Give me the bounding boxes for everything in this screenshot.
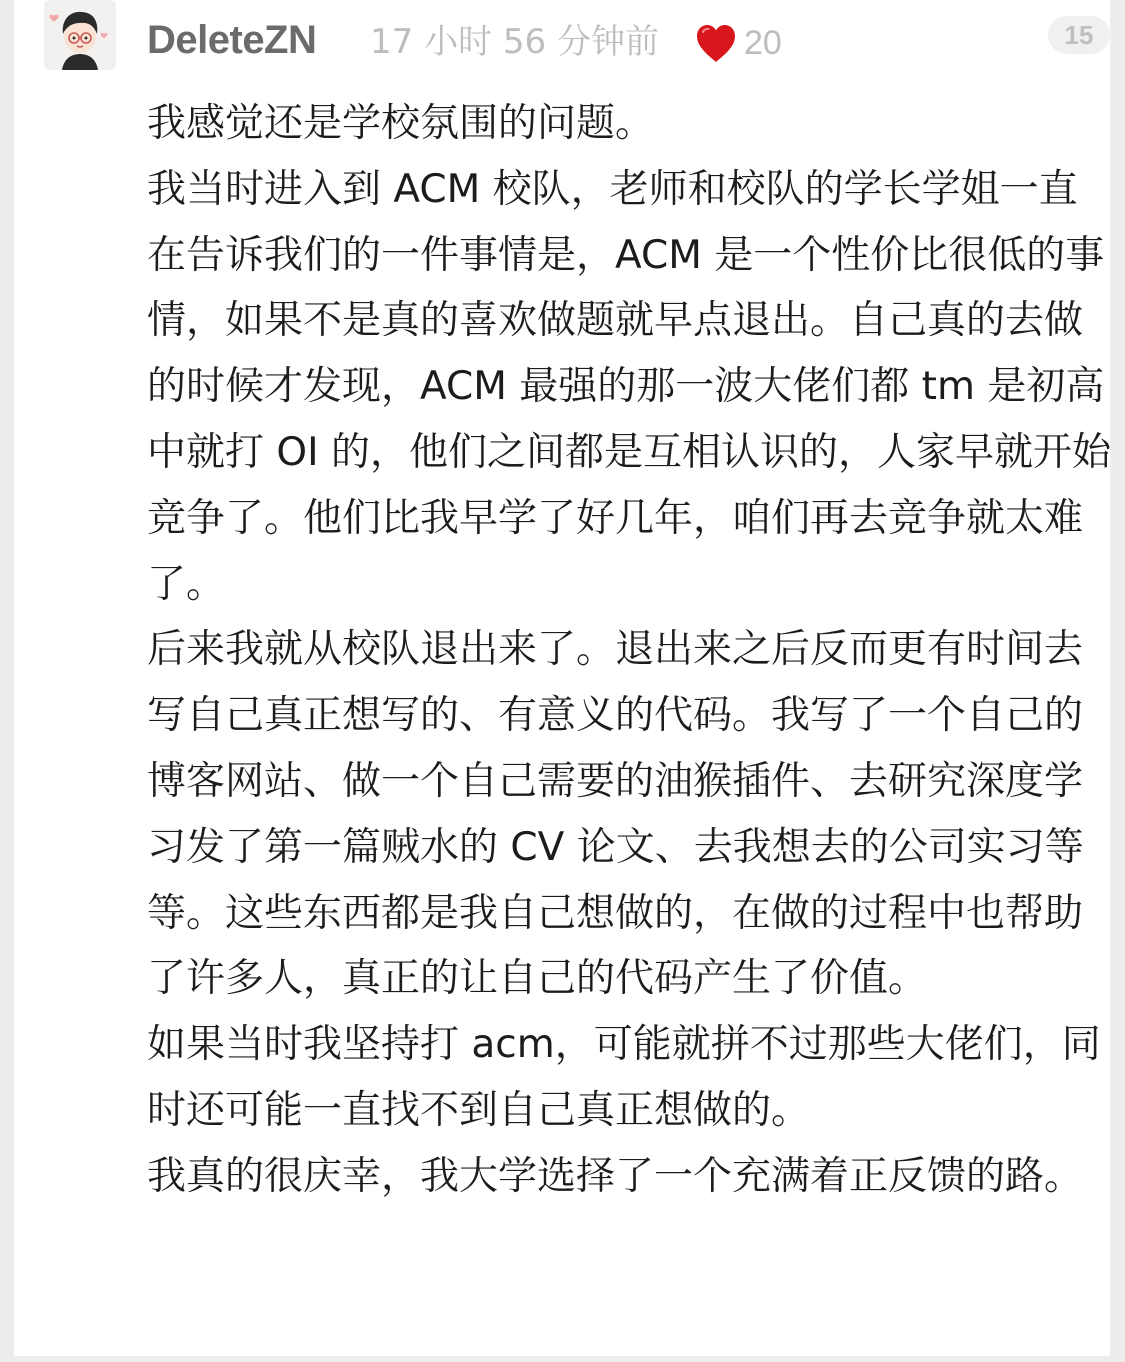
comment-body bbox=[147, 91, 1112, 1210]
comment-paragraph: 如果当时我坚持打 acm，可能就拼不过那些大佬们，同时还可能一直找不到自己真正想做的。 bbox=[147, 1022, 1101, 1133]
comment-paragraph: 后来我就从校队退出来了。退出来之后反而更有时间去写自己真正想写的、有意义的代码。我写了一个自己的博客网站、做一个自己需要的油猴插件、去研究深度学习发了第一篇贼水的 CV 论文、去我想去的公司实习等等。这些东西都是我自己想做的，在做的过程中也帮助了许多人，真正的让自己的代码产生了价值。 bbox=[147, 627, 1084, 1002]
avatar[interactable] bbox=[44, 0, 116, 70]
like-button[interactable] bbox=[694, 20, 782, 66]
comment-card bbox=[14, 0, 1110, 1356]
floor-number-badge: 15 bbox=[1048, 16, 1110, 54]
comment-paragraph: 我当时进入到 ACM 校队，老师和校队的学长学姐一直在告诉我们的一件事情是，ACM 是一个性价比很低的事情，如果不是真的喜欢做题就早点退出。自己真的去做的时候才发现，ACM 最强的那一波大佬们都 tm 是初高中就打 OI 的，他们之间都是互相认识的，人家早就开始竞争了。他们比我早学了好几年，咱们再去竞争就太难了。 bbox=[147, 166, 1111, 607]
cartoon-boy-avatar-icon bbox=[44, 0, 116, 70]
comment-paragraph: 我感觉还是学校氛围的问题。 bbox=[147, 101, 655, 146]
username[interactable]: DeleteZN bbox=[147, 18, 317, 62]
timestamp: 17 小时 56 分钟前 bbox=[370, 22, 659, 62]
comment-paragraph: 我真的很庆幸，我大学选择了一个充满着正反馈的路。 bbox=[147, 1153, 1084, 1199]
heart-icon bbox=[694, 22, 738, 64]
like-count: 20 bbox=[744, 24, 782, 62]
